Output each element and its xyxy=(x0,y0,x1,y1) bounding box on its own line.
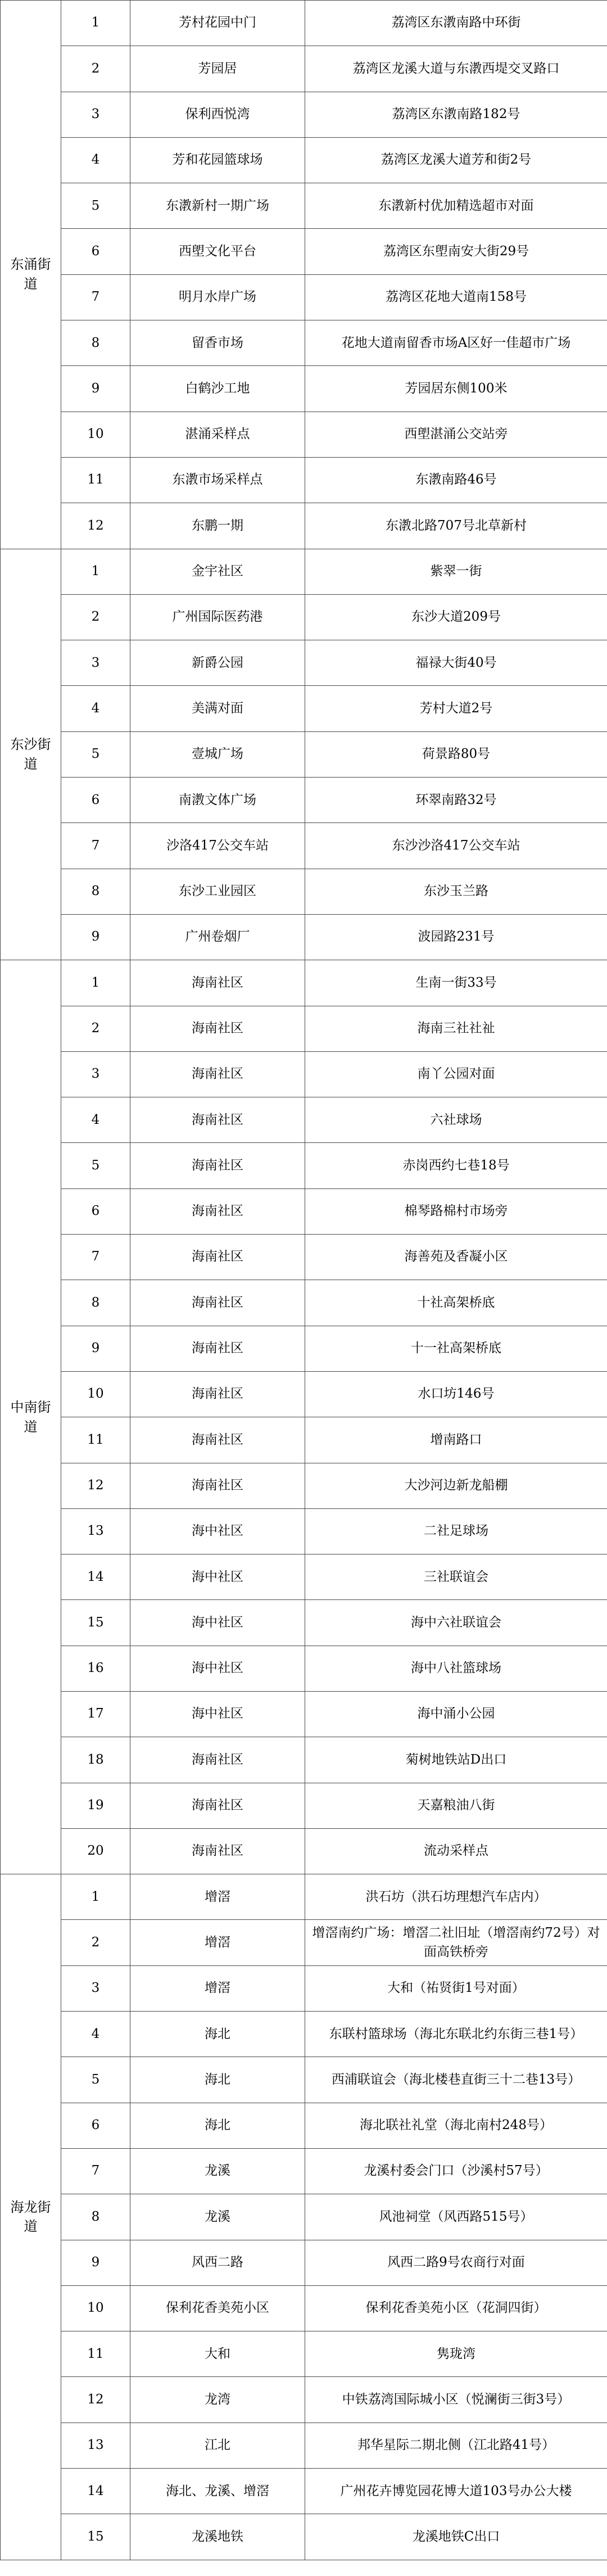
point-name-cell: 风西二路 xyxy=(130,2240,305,2285)
table-row xyxy=(1,2514,607,2560)
table-row xyxy=(1,2423,607,2468)
table-row xyxy=(1,1097,607,1143)
point-name-cell: 东鹏一期 xyxy=(130,503,305,549)
point-name-cell: 东漖新村一期广场 xyxy=(130,183,305,229)
point-name-cell: 龙溪 xyxy=(130,2194,305,2240)
point-name-cell: 壹城广场 xyxy=(130,731,305,777)
table-row xyxy=(1,960,607,1006)
table-row xyxy=(1,1143,607,1188)
address-cell: 六社球场 xyxy=(305,1097,607,1143)
point-name-cell: 沙洛417公交车站 xyxy=(130,823,305,869)
index-cell: 7 xyxy=(61,1235,130,1280)
index-cell: 10 xyxy=(61,412,130,457)
point-name-cell: 海南社区 xyxy=(130,1463,305,1508)
index-cell: 14 xyxy=(61,2469,130,2514)
address-cell: 东联村篮球场（海北东联北约东街三巷1号） xyxy=(305,2012,607,2057)
point-name-cell: 海中社区 xyxy=(130,1554,305,1600)
address-cell: 芳村大道2号 xyxy=(305,686,607,731)
index-cell: 7 xyxy=(61,823,130,869)
point-name-cell: 海南社区 xyxy=(130,1783,305,1828)
index-cell: 1 xyxy=(61,960,130,1006)
index-cell: 2 xyxy=(61,1006,130,1051)
point-name-cell: 保利西悦湾 xyxy=(130,92,305,137)
address-cell: 东漖南路46号 xyxy=(305,457,607,503)
index-cell: 12 xyxy=(61,503,130,549)
index-cell: 1 xyxy=(61,1874,130,1920)
index-cell: 8 xyxy=(61,2194,130,2240)
table-body xyxy=(1,1,607,2560)
table-row xyxy=(1,1188,607,1234)
address-cell: 三社联谊会 xyxy=(305,1554,607,1600)
address-cell: 东沙沙洛417公交车站 xyxy=(305,823,607,869)
table-row xyxy=(1,1691,607,1737)
index-cell: 13 xyxy=(61,2423,130,2468)
address-cell: 海善苑及香凝小区 xyxy=(305,1235,607,1280)
address-cell: 风池祠堂（风西路515号） xyxy=(305,2194,607,2240)
address-cell: 保利花香美苑小区（花洞四街） xyxy=(305,2285,607,2331)
table-row xyxy=(1,2377,607,2423)
address-cell: 东漖北路707号北草新村 xyxy=(305,503,607,549)
table-row xyxy=(1,2148,607,2194)
index-cell: 9 xyxy=(61,366,130,412)
index-cell: 1 xyxy=(61,549,130,594)
point-name-cell: 保利花香美苑小区 xyxy=(130,2285,305,2331)
point-name-cell: 芳村花园中门 xyxy=(130,1,305,46)
table-row xyxy=(1,2194,607,2240)
table-row xyxy=(1,274,607,320)
index-cell: 17 xyxy=(61,1691,130,1737)
address-cell: 东漖新村优加精选超市对面 xyxy=(305,183,607,229)
point-name-cell: 海南社区 xyxy=(130,1737,305,1783)
point-name-cell: 海北、龙溪、增滘 xyxy=(130,2469,305,2514)
index-cell: 8 xyxy=(61,1280,130,1326)
point-name-cell: 东沙工业园区 xyxy=(130,869,305,914)
table-row xyxy=(1,1554,607,1600)
index-cell: 11 xyxy=(61,1417,130,1463)
address-cell: 十社高架桥底 xyxy=(305,1280,607,1326)
table-row xyxy=(1,1326,607,1371)
table-row xyxy=(1,503,607,549)
street-name-cell: 中南街道 xyxy=(1,960,61,1874)
table-row xyxy=(1,1371,607,1417)
address-cell: 海中六社联谊会 xyxy=(305,1600,607,1646)
point-name-cell: 美满对面 xyxy=(130,686,305,731)
table-row xyxy=(1,549,607,594)
point-name-cell: 海南社区 xyxy=(130,1326,305,1371)
table-row xyxy=(1,92,607,137)
table-row xyxy=(1,229,607,274)
address-cell: 海中八社篮球场 xyxy=(305,1646,607,1691)
address-cell: 海南三社社祉 xyxy=(305,1006,607,1051)
address-cell: 生南一街33号 xyxy=(305,960,607,1006)
index-cell: 10 xyxy=(61,1371,130,1417)
address-cell: 菊树地铁站D出口 xyxy=(305,1737,607,1783)
table-row xyxy=(1,183,607,229)
address-cell: 荔湾区东漖南路182号 xyxy=(305,92,607,137)
table-row xyxy=(1,1508,607,1554)
index-cell: 7 xyxy=(61,2148,130,2194)
point-name-cell: 留香市场 xyxy=(130,320,305,366)
address-cell: 荷景路80号 xyxy=(305,731,607,777)
table-row xyxy=(1,1463,607,1508)
address-cell: 邦华星际二期北侧（江北路41号） xyxy=(305,2423,607,2468)
address-cell: 棉琴路棉村市场旁 xyxy=(305,1188,607,1234)
address-cell: 环翠南路32号 xyxy=(305,778,607,823)
index-cell: 8 xyxy=(61,320,130,366)
point-name-cell: 南漖文体广场 xyxy=(130,778,305,823)
table-row xyxy=(1,366,607,412)
table-row xyxy=(1,1920,607,1965)
table-row xyxy=(1,2103,607,2148)
index-cell: 3 xyxy=(61,1051,130,1097)
index-cell: 1 xyxy=(61,1,130,46)
index-cell: 4 xyxy=(61,137,130,183)
point-name-cell: 广州卷烟厂 xyxy=(130,914,305,960)
index-cell: 2 xyxy=(61,594,130,640)
point-name-cell: 海南社区 xyxy=(130,1143,305,1188)
point-name-cell: 西塱文化平台 xyxy=(130,229,305,274)
address-cell: 二社足球场 xyxy=(305,1508,607,1554)
index-cell: 16 xyxy=(61,1646,130,1691)
street-name-cell: 东涌街道 xyxy=(1,1,61,549)
point-name-cell: 明月水岸广场 xyxy=(130,274,305,320)
index-cell: 12 xyxy=(61,1463,130,1508)
point-name-cell: 海南社区 xyxy=(130,960,305,1006)
table-row xyxy=(1,2240,607,2285)
address-cell: 龙溪地铁C出口 xyxy=(305,2514,607,2560)
index-cell: 11 xyxy=(61,2331,130,2377)
index-cell: 3 xyxy=(61,1965,130,2011)
index-cell: 15 xyxy=(61,1600,130,1646)
table-row xyxy=(1,640,607,686)
point-name-cell: 芳园居 xyxy=(130,46,305,92)
point-name-cell: 海北 xyxy=(130,2012,305,2057)
street-name-cell: 海龙街道 xyxy=(1,1874,61,2560)
index-cell: 9 xyxy=(61,914,130,960)
address-cell: 增南路口 xyxy=(305,1417,607,1463)
point-name-cell: 海北 xyxy=(130,2057,305,2103)
table-row xyxy=(1,2057,607,2103)
address-cell: 荔湾区龙溪大道芳和街2号 xyxy=(305,137,607,183)
table-row xyxy=(1,778,607,823)
address-cell: 荔湾区东漖南路中环街 xyxy=(305,1,607,46)
table-row xyxy=(1,914,607,960)
point-name-cell: 增滘 xyxy=(130,1874,305,1920)
index-cell: 4 xyxy=(61,686,130,731)
index-cell: 19 xyxy=(61,1783,130,1828)
address-cell: 水口坊146号 xyxy=(305,1371,607,1417)
address-cell: 西塱湛涌公交站旁 xyxy=(305,412,607,457)
point-name-cell: 海南社区 xyxy=(130,1828,305,1874)
point-name-cell: 芳和花园篮球场 xyxy=(130,137,305,183)
point-name-cell: 海南社区 xyxy=(130,1188,305,1234)
point-name-cell: 增滘 xyxy=(130,1965,305,2011)
index-cell: 4 xyxy=(61,1097,130,1143)
table-row xyxy=(1,1874,607,1920)
point-name-cell: 海中社区 xyxy=(130,1691,305,1737)
point-name-cell: 龙湾 xyxy=(130,2377,305,2423)
index-cell: 10 xyxy=(61,2285,130,2331)
point-name-cell: 海中社区 xyxy=(130,1646,305,1691)
index-cell: 15 xyxy=(61,2514,130,2560)
table-row xyxy=(1,686,607,731)
point-name-cell: 大和 xyxy=(130,2331,305,2377)
address-cell: 花地大道南留香市场A区好一佳超市广场 xyxy=(305,320,607,366)
index-cell: 9 xyxy=(61,2240,130,2285)
address-cell: 十一社高架桥底 xyxy=(305,1326,607,1371)
index-cell: 11 xyxy=(61,457,130,503)
index-cell: 12 xyxy=(61,2377,130,2423)
table-row xyxy=(1,1965,607,2011)
address-cell: 芳园居东侧100米 xyxy=(305,366,607,412)
address-cell: 东沙玉兰路 xyxy=(305,869,607,914)
point-name-cell: 龙溪地铁 xyxy=(130,2514,305,2560)
table-row xyxy=(1,412,607,457)
index-cell: 9 xyxy=(61,1326,130,1371)
address-cell: 西浦联谊会（海北楼巷直街三十二巷13号） xyxy=(305,2057,607,2103)
point-name-cell: 海中社区 xyxy=(130,1600,305,1646)
table-row xyxy=(1,1,607,46)
table-row xyxy=(1,1051,607,1097)
address-cell: 风西二路9号农商行对面 xyxy=(305,2240,607,2285)
point-name-cell: 海南社区 xyxy=(130,1006,305,1051)
point-name-cell: 海南社区 xyxy=(130,1097,305,1143)
index-cell: 7 xyxy=(61,274,130,320)
table-row xyxy=(1,731,607,777)
point-name-cell: 白鹤沙工地 xyxy=(130,366,305,412)
point-name-cell: 海北 xyxy=(130,2103,305,2148)
index-cell: 14 xyxy=(61,1554,130,1600)
index-cell: 6 xyxy=(61,778,130,823)
index-cell: 6 xyxy=(61,229,130,274)
point-name-cell: 海南社区 xyxy=(130,1235,305,1280)
table-row xyxy=(1,1417,607,1463)
table-row xyxy=(1,1006,607,1051)
index-cell: 20 xyxy=(61,1828,130,1874)
table-row xyxy=(1,137,607,183)
index-cell: 5 xyxy=(61,1143,130,1188)
table-row xyxy=(1,46,607,92)
address-cell: 海中涌小公园 xyxy=(305,1691,607,1737)
index-cell: 3 xyxy=(61,640,130,686)
point-name-cell: 海南社区 xyxy=(130,1051,305,1097)
index-cell: 5 xyxy=(61,731,130,777)
point-name-cell: 增滘 xyxy=(130,1920,305,1965)
table-row xyxy=(1,869,607,914)
address-cell: 荔湾区东塱南安大街29号 xyxy=(305,229,607,274)
point-name-cell: 金宇社区 xyxy=(130,549,305,594)
table-row xyxy=(1,1280,607,1326)
point-name-cell: 海南社区 xyxy=(130,1371,305,1417)
point-name-cell: 龙溪 xyxy=(130,2148,305,2194)
point-name-cell: 新爵公园 xyxy=(130,640,305,686)
index-cell: 5 xyxy=(61,183,130,229)
address-cell: 增滘南约广场：增滘二社旧址（增滘南约72号）对面高铁桥旁 xyxy=(305,1920,607,1965)
point-name-cell: 东漖市场采样点 xyxy=(130,457,305,503)
address-cell: 隽珑湾 xyxy=(305,2331,607,2377)
table-row xyxy=(1,594,607,640)
index-cell: 2 xyxy=(61,46,130,92)
point-name-cell: 海南社区 xyxy=(130,1417,305,1463)
point-name-cell: 江北 xyxy=(130,2423,305,2468)
table-row xyxy=(1,320,607,366)
table-row xyxy=(1,1737,607,1783)
index-cell: 2 xyxy=(61,1920,130,1965)
table-row xyxy=(1,823,607,869)
address-cell: 波园路231号 xyxy=(305,914,607,960)
address-cell: 紫翠一街 xyxy=(305,549,607,594)
table-row xyxy=(1,2469,607,2514)
index-cell: 4 xyxy=(61,2012,130,2057)
address-cell: 东沙大道209号 xyxy=(305,594,607,640)
index-cell: 3 xyxy=(61,92,130,137)
table-row xyxy=(1,2331,607,2377)
point-name-cell: 湛涌采样点 xyxy=(130,412,305,457)
address-cell: 赤岗西约七巷18号 xyxy=(305,1143,607,1188)
table-row xyxy=(1,1600,607,1646)
table-row xyxy=(1,2285,607,2331)
table-row xyxy=(1,1783,607,1828)
index-cell: 18 xyxy=(61,1737,130,1783)
address-cell: 龙溪村委会门口（沙溪村57号） xyxy=(305,2148,607,2194)
table-row xyxy=(1,1828,607,1874)
point-name-cell: 广州国际医药港 xyxy=(130,594,305,640)
table-row xyxy=(1,457,607,503)
address-cell: 海北联社礼堂（海北南村248号） xyxy=(305,2103,607,2148)
address-cell: 荔湾区花地大道南158号 xyxy=(305,274,607,320)
address-cell: 大和（祐贤街1号对面） xyxy=(305,1965,607,2011)
address-cell: 福禄大街40号 xyxy=(305,640,607,686)
address-cell: 南丫公园对面 xyxy=(305,1051,607,1097)
table-row xyxy=(1,1646,607,1691)
address-cell: 流动采样点 xyxy=(305,1828,607,1874)
table-row xyxy=(1,1235,607,1280)
street-name-cell: 东沙街道 xyxy=(1,549,61,960)
table-row xyxy=(1,2012,607,2057)
index-cell: 5 xyxy=(61,2057,130,2103)
index-cell: 6 xyxy=(61,1188,130,1234)
address-cell: 大沙河边新龙船棚 xyxy=(305,1463,607,1508)
address-cell: 中铁荔湾国际城小区（悦澜街三街3号） xyxy=(305,2377,607,2423)
point-name-cell: 海南社区 xyxy=(130,1280,305,1326)
point-name-cell: 海中社区 xyxy=(130,1508,305,1554)
address-cell: 天嘉粮油八街 xyxy=(305,1783,607,1828)
index-cell: 13 xyxy=(61,1508,130,1554)
index-cell: 6 xyxy=(61,2103,130,2148)
address-cell: 广州花卉博览园花博大道103号办公大楼 xyxy=(305,2469,607,2514)
address-cell: 洪石坊（洪石坊理想汽车店内） xyxy=(305,1874,607,1920)
address-cell: 荔湾区龙溪大道与东漖西堤交叉路口 xyxy=(305,46,607,92)
index-cell: 8 xyxy=(61,869,130,914)
